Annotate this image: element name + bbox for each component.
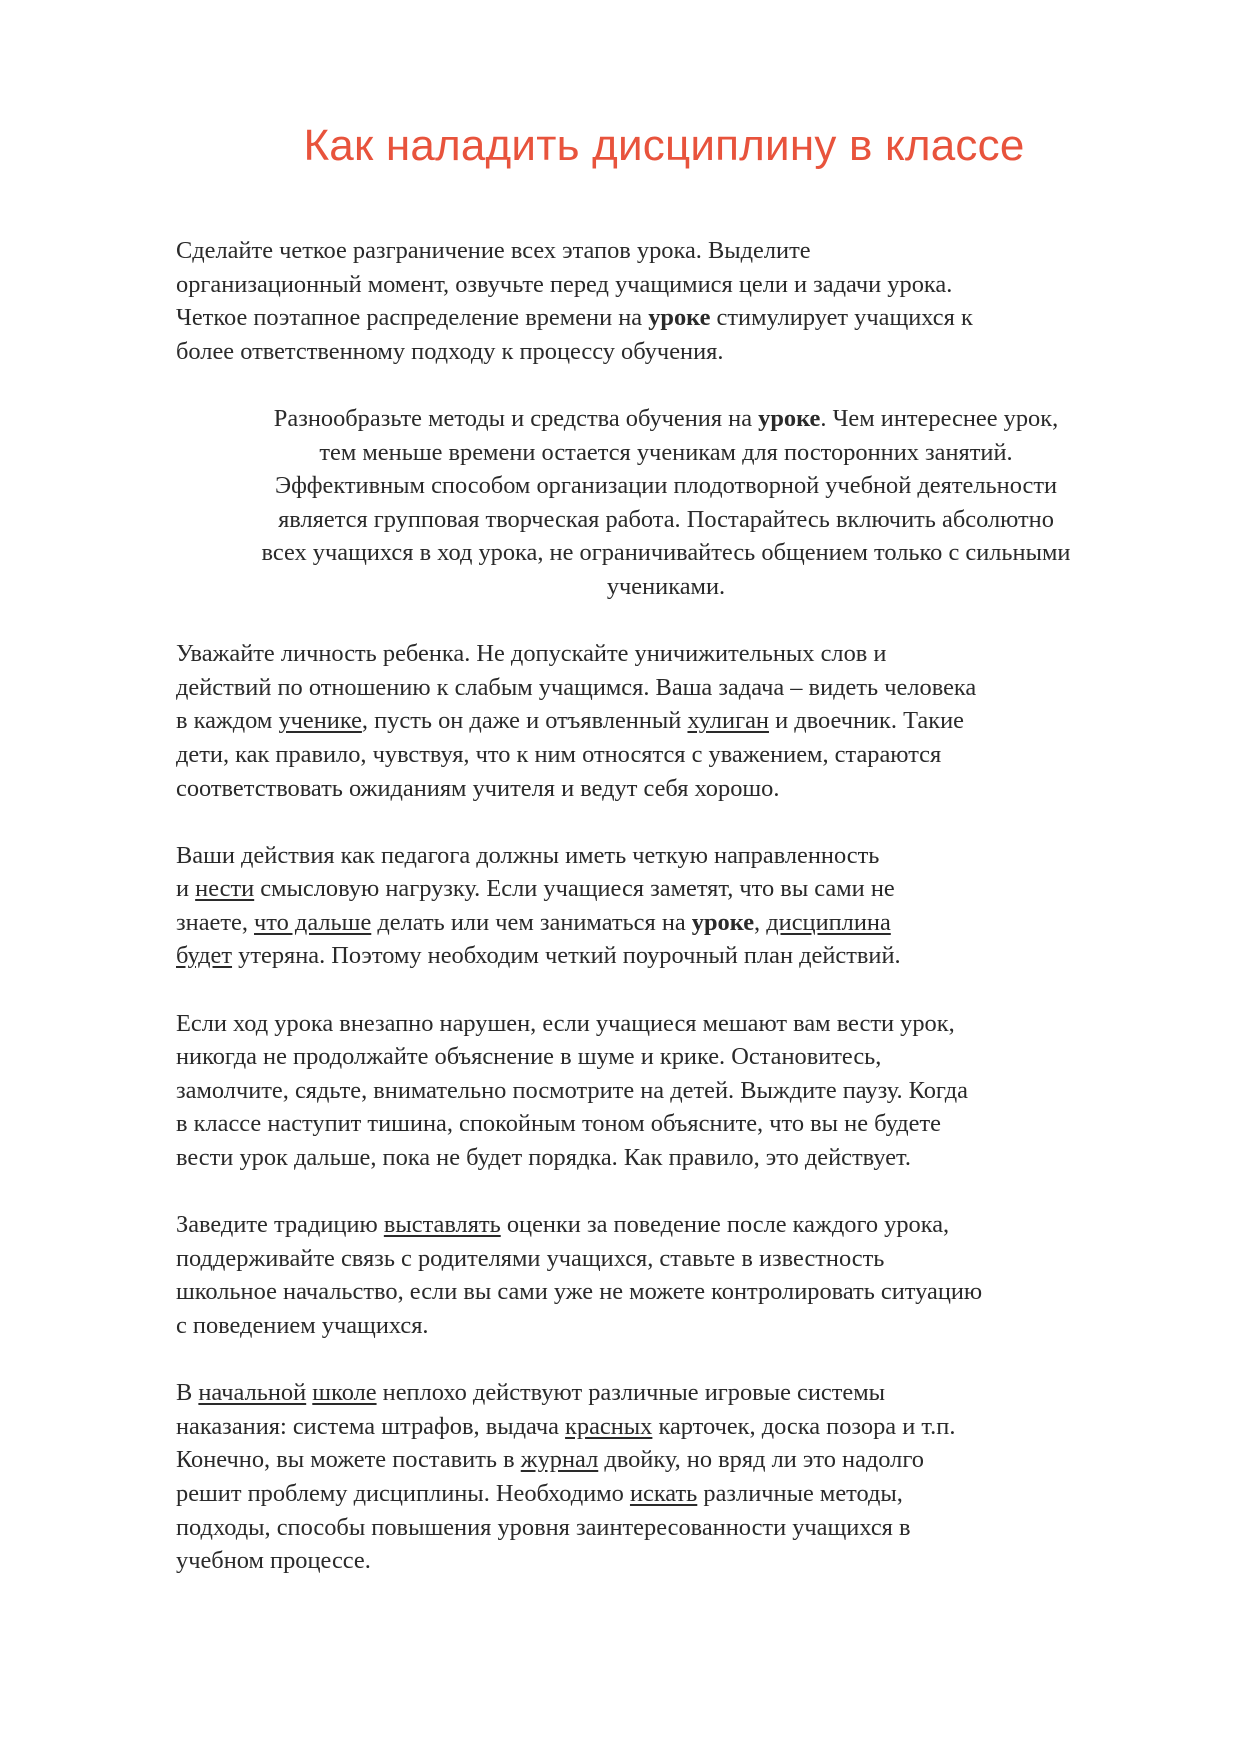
- bold-term: уроке: [691, 908, 755, 936]
- paragraph-1: [176, 234, 1156, 368]
- text-run: Разнообразьте методы и средства обучения на: [273, 404, 759, 432]
- bold-term: уроке: [758, 404, 821, 432]
- text-line: [176, 402, 1156, 436]
- text-run: всех учащихся в ход урока, не ограничивайтесь общением только с сильными: [261, 539, 1071, 567]
- text-line: [176, 536, 1156, 570]
- text-run: оценки за поведение после каждого урока,: [500, 1211, 950, 1239]
- text-line: [176, 906, 1156, 940]
- text-run: дети, как правило, чувствуя, что к ним относятся с уважением, стараются: [176, 740, 942, 768]
- text-run: неплохо действуют различные игровые системы: [376, 1379, 886, 1407]
- text-run: , пусть он даже и отъявленный: [361, 707, 688, 735]
- paragraph-2: [176, 402, 1156, 604]
- text-line: [176, 872, 1156, 906]
- text-line: [176, 772, 1156, 806]
- underlined-term: что дальше: [254, 908, 372, 936]
- text-line: [176, 1007, 1156, 1041]
- text-line: [176, 1443, 1156, 1477]
- text-line: [176, 939, 1156, 973]
- document-body: [176, 234, 1156, 1611]
- underlined-term: будет: [176, 942, 233, 970]
- text-line: [176, 1242, 1156, 1276]
- text-run: с поведением учащихся.: [176, 1312, 429, 1339]
- underlined-term: выставлять: [383, 1211, 501, 1239]
- text-line: [176, 738, 1156, 772]
- text-line: [176, 1141, 1156, 1175]
- underlined-term: красных: [565, 1412, 653, 1440]
- paragraph-3: [176, 637, 1156, 805]
- text-run: решит проблему дисциплины. Необходимо: [176, 1479, 630, 1507]
- text-line: [176, 335, 1156, 369]
- text-run: . Чем интереснее урок,: [820, 404, 1059, 432]
- text-run: знаете,: [176, 908, 255, 936]
- underlined-term: школе: [312, 1379, 377, 1407]
- text-line: [176, 1040, 1156, 1074]
- text-run: двойку, но вряд ли это надолго: [598, 1446, 924, 1474]
- text-run: школьное начальство, если вы сами уже не можете контролировать ситуацию: [176, 1278, 983, 1306]
- text-run: и двоечник. Такие: [768, 707, 964, 735]
- text-run: Уважайте личность ребенка. Не допускайте уничижительных слов и: [176, 640, 887, 668]
- bold-term: уроке: [648, 304, 711, 332]
- text-run: стимулирует учащихся к: [710, 304, 973, 332]
- text-run: Конечно, вы можете поставить в: [176, 1446, 521, 1474]
- text-line: [176, 1477, 1156, 1511]
- text-line: [176, 1511, 1156, 1545]
- text-run: карточек, доска позора и т.п.: [652, 1412, 956, 1440]
- text-run: действий по отношению к слабым учащимся. Ваша задача – видеть человека: [176, 673, 977, 701]
- text-run: смысловую нагрузку. Если учащиеся заметят, что вы сами не: [254, 875, 895, 903]
- text-line: [176, 1309, 1156, 1343]
- text-run: соответствовать ожиданиям учителя и ведут себя хорошо.: [176, 774, 780, 802]
- text-run: Сделайте четкое разграничение всех этапов урока. Выделите: [176, 237, 811, 264]
- text-line: [176, 234, 1156, 268]
- underlined-term: журнал: [520, 1446, 599, 1474]
- text-run: более ответственному подходу к процессу обучения.: [176, 337, 724, 365]
- text-run: Заведите традицию: [176, 1211, 384, 1239]
- text-line: [176, 469, 1156, 503]
- underlined-term: хулиган: [687, 707, 769, 735]
- text-line: [176, 1544, 1156, 1578]
- text-run: Если ход урока внезапно нарушен, если учащиеся мешают вам вести урок,: [176, 1009, 955, 1037]
- text-run: организационный момент, озвучьте перед учащимися цели и задачи урока.: [176, 270, 953, 298]
- text-run: Эффективным способом организации плодотворной учебной деятельности: [274, 472, 1058, 500]
- text-run: Четкое поэтапное распределение времени на: [176, 304, 649, 332]
- text-run: никогда не продолжайте объяснение в шуме и крике. Остановитесь,: [176, 1043, 882, 1071]
- text-run: вести урок дальше, пока не будет порядка. Как правило, это действует.: [176, 1144, 911, 1172]
- text-run: ,: [754, 908, 767, 936]
- underlined-term: нести: [195, 875, 255, 903]
- text-line: [176, 839, 1156, 873]
- text-run: наказания: система штрафов, выдача: [176, 1412, 566, 1440]
- text-line: [176, 1074, 1156, 1108]
- text-line: [176, 570, 1156, 604]
- text-line: [176, 301, 1156, 335]
- text-line: [176, 1208, 1156, 1242]
- text-run: утеряна. Поэтому необходим четкий поурочный план действий.: [232, 942, 901, 970]
- text-run: в каждом: [176, 707, 279, 735]
- text-run: является групповая творческая работа. Постарайтесь включить абсолютно: [278, 505, 1054, 533]
- text-run: различные методы,: [697, 1479, 903, 1507]
- text-run: В: [176, 1379, 199, 1407]
- underlined-term: начальной: [198, 1379, 307, 1407]
- underlined-term: ученике: [278, 707, 362, 735]
- text-run: подходы, способы повышения уровня заинтересованности учащихся в: [176, 1513, 911, 1541]
- text-line: [176, 637, 1156, 671]
- paragraph-6: [176, 1208, 1156, 1342]
- text-line: [176, 1410, 1156, 1444]
- text-line: [176, 436, 1156, 470]
- paragraph-7: [176, 1376, 1156, 1578]
- text-run: учебном процессе.: [176, 1547, 371, 1575]
- underlined-term: искать: [629, 1479, 698, 1507]
- text-run: делать или чем заниматься на: [371, 908, 692, 936]
- paragraph-4: [176, 839, 1156, 973]
- text-line: [176, 671, 1156, 705]
- text-run: в классе наступит тишина, спокойным тоном объясните, что вы не будете: [176, 1110, 941, 1138]
- text-line: [176, 1275, 1156, 1309]
- text-line: [176, 1107, 1156, 1141]
- paragraph-5: [176, 1007, 1156, 1175]
- underlined-term: дисциплина: [766, 908, 891, 936]
- text-line: [176, 704, 1156, 738]
- text-run: учениками.: [606, 572, 726, 600]
- text-run: поддерживайте связь с родителями учащихся, ставьте в известность: [176, 1244, 885, 1272]
- text-line: [176, 503, 1156, 537]
- text-line: [176, 1376, 1156, 1410]
- text-run: тем меньше времени остается ученикам для посторонних занятий.: [319, 438, 1013, 466]
- text-run: замолчите, сядьте, внимательно посмотрите на детей. Выждите паузу. Когда: [176, 1076, 968, 1104]
- text-run: и: [176, 875, 196, 903]
- text-run: Ваши действия как педагога должны иметь четкую направленность: [176, 841, 880, 869]
- text-line: [176, 268, 1156, 302]
- page-title: Как наладить дисциплину в классе: [303, 121, 1025, 170]
